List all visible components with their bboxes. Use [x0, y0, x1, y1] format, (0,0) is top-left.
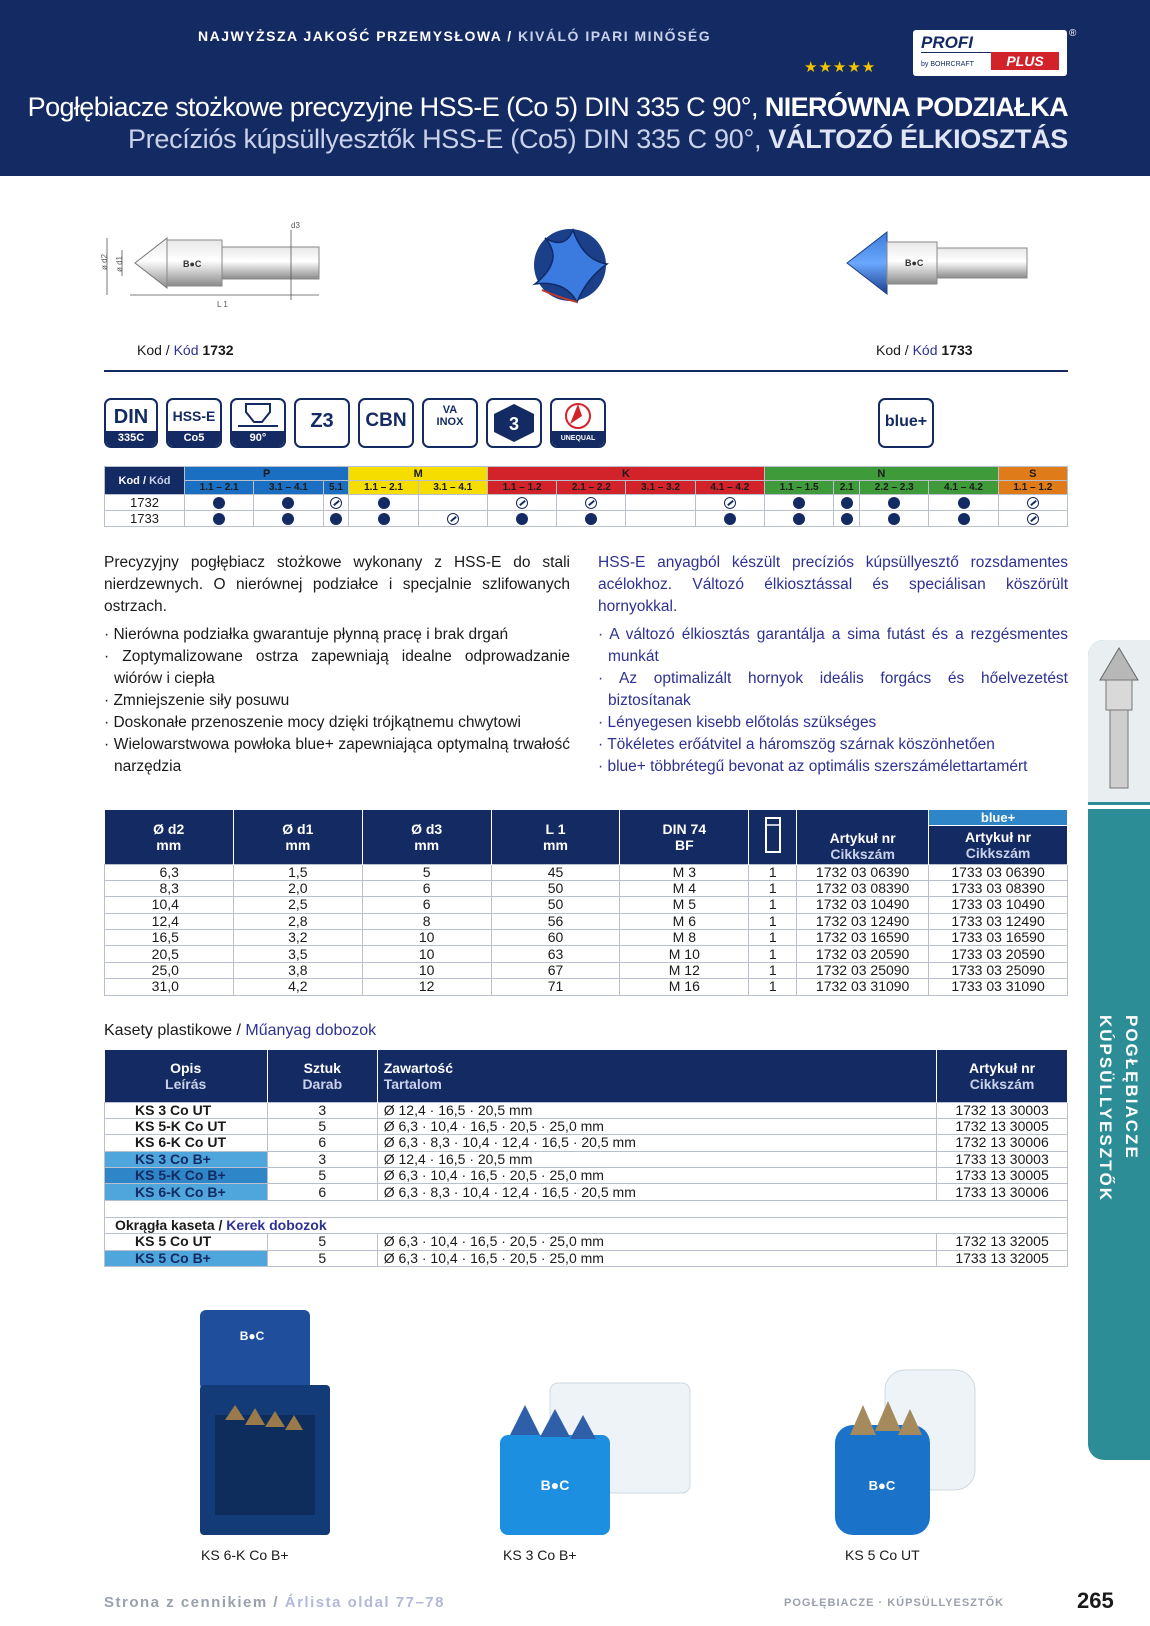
recommended-dot-icon: [724, 513, 736, 525]
spec-cell: 8,3: [105, 880, 234, 896]
col-artykul: Artykuł nr Cikkszám: [937, 1050, 1068, 1102]
recommended-dot-icon: [378, 497, 390, 509]
col-d2: Ø d2 mm: [105, 810, 234, 864]
case-cell: 5: [267, 1250, 377, 1266]
suitability-cell: [487, 511, 556, 527]
rating-stars: ★★★★★: [804, 59, 877, 76]
recommended-dot-icon: [793, 513, 805, 525]
feature-hu: · blue+ többrétegű bevonat az optimális szerszámélettartamért: [598, 758, 1028, 775]
case-cell: 3: [267, 1102, 377, 1118]
spec-cell: 56: [491, 913, 620, 929]
case-cell: 6: [267, 1135, 377, 1151]
material-row-code: 1733: [105, 511, 185, 527]
footer-section-name: POGŁĘBIACZE · KÚPSÜLLYESZTŐK: [784, 1597, 1005, 1609]
suitability-cell: [695, 495, 764, 511]
spec-cell: 1732 03 16590: [797, 930, 929, 946]
recommended-dot-icon: [282, 497, 294, 509]
case-brand-2: B●C: [540, 1477, 570, 1493]
case-ks5-round-photo: [830, 1365, 980, 1540]
triangle-shank-icon: [486, 398, 542, 448]
spec-row: [105, 864, 1068, 880]
unequal-pitch-icon: UNEQUAL: [550, 398, 606, 448]
case-ks6k-photo: [190, 1305, 340, 1540]
title-pl: Pogłębiacze stożkowe precyzyjne HSS-E (Co 5) DIN 335 C 90°, NIERÓWNA PODZIAŁKA: [27, 92, 1068, 122]
spec-cell: M 6: [620, 913, 749, 929]
spec-cell: M 16: [620, 979, 749, 995]
suitability-cell: [695, 511, 764, 527]
suitability-cell: [834, 495, 860, 511]
description-hu: [598, 552, 1068, 778]
case-cell: Ø 6,3 · 10,4 · 16,5 · 20,5 · 25,0 mm: [377, 1250, 936, 1266]
spec-cell: 63: [491, 946, 620, 962]
col-article-1733: Artykuł nr Cikkszám: [929, 826, 1068, 865]
header-tagline: NAJWYŻSZA JAKOŚĆ PRZEMYSŁOWA / KIVÁLÓ IPARI MINŐSÉG: [198, 28, 712, 44]
suitability-cell: [998, 511, 1067, 527]
brand-mark-2: B●C: [905, 258, 924, 268]
col-zawartosc: Zawartość Tartalom: [377, 1050, 936, 1102]
suitability-cell: [254, 511, 323, 527]
suitability-cell: [418, 495, 487, 511]
suitability-cell: [487, 495, 556, 511]
spec-cell: 67: [491, 962, 620, 978]
spec-cell: M 3: [620, 864, 749, 880]
suitability-cell: [860, 495, 929, 511]
feature-hu: · Tökéletes erőátvitel a háromszög szárnak köszönhetően: [598, 736, 995, 753]
case-cell: KS 6-K Co UT: [105, 1135, 268, 1151]
spec-cell: 2,5: [233, 897, 362, 913]
spec-row: [105, 930, 1068, 946]
case-cell: KS 3 Co B+: [105, 1151, 268, 1167]
spec-cell: 4,2: [233, 979, 362, 995]
suitability-cell: [418, 511, 487, 527]
suitability-cell: [860, 511, 929, 527]
recommended-dot-icon: [585, 513, 597, 525]
case-cell: 5: [267, 1168, 377, 1184]
case-row: [105, 1135, 1068, 1151]
material-code-header: Kod / Kód: [105, 467, 185, 495]
spec-cell: 6,3: [105, 864, 234, 880]
material-range: 5.1: [323, 481, 349, 495]
spec-cell: 1732 03 12490: [797, 913, 929, 929]
material-group-m: M: [349, 467, 488, 481]
description-pl: [104, 552, 570, 778]
din-335c-icon: DIN 335C: [104, 398, 158, 448]
spec-cell: 50: [491, 880, 620, 896]
spec-cell: 1733 03 10490: [929, 897, 1068, 913]
recommended-dot-icon: [841, 513, 853, 525]
case-cell: 1733 13 32005: [937, 1250, 1068, 1266]
countersink-thumbnail: [1088, 640, 1150, 802]
caption-ks6k: KS 6-K Co B+: [201, 1547, 289, 1563]
blue-plus-header: blue+: [929, 810, 1068, 826]
spec-cell: 3,8: [233, 962, 362, 978]
feature-hu: · Lényegesen kisebb előtolás szükséges: [598, 714, 877, 731]
spacer-row: [105, 1200, 1068, 1217]
hss-e-co5-icon: HSS-E Co5: [166, 398, 222, 448]
spec-cell: 8: [362, 913, 491, 929]
suitability-cell: [834, 511, 860, 527]
spec-cell: 31,0: [105, 979, 234, 995]
feature-pl: · Zoptymalizowane ostrza zapewniają idealne odprowadzanie wiórów i ciepła: [104, 648, 570, 687]
suitability-cell: [764, 511, 833, 527]
code-label-1732: Kod / Kód 1732: [137, 342, 234, 358]
caption-ks5: KS 5 Co UT: [845, 1547, 920, 1563]
title-hu: Precíziós kúpsüllyesztők HSS-E (Co5) DIN 335 C 90°, VÁLTOZÓ ÉLKIOSZTÁS: [127, 124, 1068, 154]
va-inox-icon: VA INOX: [422, 398, 478, 448]
suitable-circle-icon: [585, 497, 597, 509]
header-banner: [0, 0, 1150, 176]
material-range: 2.2 – 2.3: [860, 481, 929, 495]
suitable-circle-icon: [330, 497, 342, 509]
case-brand: B●C: [239, 1329, 265, 1343]
suitability-cell: [185, 511, 254, 527]
spec-cell: 1: [749, 946, 797, 962]
material-range: 3.1 – 4.1: [254, 481, 323, 495]
cutter-head-image: [534, 229, 607, 302]
spec-row: [105, 979, 1068, 995]
col-article-1732: Artykuł nr Cikkszám: [797, 810, 929, 864]
recommended-dot-icon: [213, 513, 225, 525]
spec-cell: 25,0: [105, 962, 234, 978]
spec-cell: 3,2: [233, 930, 362, 946]
recommended-dot-icon: [516, 513, 528, 525]
spec-cell: 12: [362, 979, 491, 995]
material-range: 3.1 – 3.2: [626, 481, 695, 495]
chapter-side-tab: [1088, 640, 1150, 1460]
suitability-cell: [349, 495, 418, 511]
spec-cell: 1733 03 25090: [929, 962, 1068, 978]
features-hu: [598, 624, 1068, 778]
col-l1: L 1 mm: [491, 810, 620, 864]
suitability-cell: [254, 495, 323, 511]
suitability-cell: [998, 495, 1067, 511]
material-range: 4.1 – 4.2: [929, 481, 998, 495]
suitable-circle-icon: [1027, 497, 1039, 509]
spec-cell: 1733 03 16590: [929, 930, 1068, 946]
code-label-1733: Kod / Kód 1733: [876, 342, 973, 358]
case-cell: Ø 6,3 · 10,4 · 16,5 · 20,5 · 25,0 mm: [377, 1234, 936, 1250]
case-cell: KS 5 Co B+: [105, 1250, 268, 1266]
spec-cell: 1732 03 10490: [797, 897, 929, 913]
suitability-cell: [929, 511, 998, 527]
spec-cell: 1: [749, 880, 797, 896]
material-row: [105, 495, 1068, 511]
feature-pl: · Nierówna podziałka gwarantuje płynną pracę i brak drgań: [104, 626, 509, 643]
case-cell: Ø 6,3 · 10,4 · 16,5 · 20,5 · 25,0 mm: [377, 1168, 936, 1184]
tool-illustrations: [95, 220, 1080, 340]
round-case-subheading: Okrągła kaseta / Kerek dobozok: [105, 1217, 1068, 1233]
spec-row: [105, 880, 1068, 896]
spec-row: [105, 962, 1068, 978]
case-cell: 1732 13 32005: [937, 1234, 1068, 1250]
case-cell: KS 6-K Co B+: [105, 1184, 268, 1200]
feature-hu: · A változó élkiosztás garantálja a sima futást és a rezgésmentes munkát: [598, 626, 1068, 665]
case-cell: 5: [267, 1234, 377, 1250]
cases-title: Kasety plastikowe / Műanyag dobozok: [104, 1022, 377, 1039]
case-cell: 3: [267, 1151, 377, 1167]
material-range: 1.1 – 1.2: [487, 481, 556, 495]
spec-cell: 2,8: [233, 913, 362, 929]
spec-cell: 6: [362, 897, 491, 913]
suitability-cell: [626, 495, 695, 511]
suitability-cell: [349, 511, 418, 527]
material-range: 1.1 – 2.1: [185, 481, 254, 495]
features-pl: [104, 624, 570, 778]
recommended-dot-icon: [888, 513, 900, 525]
spec-cell: 3,5: [233, 946, 362, 962]
recommended-dot-icon: [888, 497, 900, 509]
spec-cell: 1: [749, 913, 797, 929]
case-cell: 1732 13 30005: [937, 1118, 1068, 1134]
tool-1733-image: [847, 232, 1027, 294]
col-opis: Opis Leírás: [105, 1050, 268, 1102]
case-cell: 5: [267, 1118, 377, 1134]
material-range: 3.1 – 4.1: [418, 481, 487, 495]
intro-hu: HSS-E anyagból készült precíziós kúpsüllyesztő rozsdamentes acélokhoz. Változó élkiosztással és speciálisan köszörült hornyokkal.: [598, 554, 1068, 615]
spec-cell: 45: [491, 864, 620, 880]
col-din74: DIN 74 BF: [620, 810, 749, 864]
spec-cell: 1733 03 08390: [929, 880, 1068, 896]
spec-cell: 71: [491, 979, 620, 995]
material-range: 1.1 – 2.1: [349, 481, 418, 495]
spec-cell: 2,0: [233, 880, 362, 896]
price-list-reference: Strona z cennikiem / Árlista oldal 77–78: [104, 1594, 445, 1611]
d2-label: ø d2: [100, 253, 109, 270]
suitable-circle-icon: [447, 513, 459, 525]
col-d3: Ø d3 mm: [362, 810, 491, 864]
case-row: [105, 1151, 1068, 1167]
spec-cell: 1: [749, 897, 797, 913]
feature-hu: · Az optimalizált hornyok ideális forgács és hőelvezetést biztosítanak: [598, 670, 1068, 709]
material-table: [104, 466, 1068, 527]
case-cell: 1733 13 30003: [937, 1151, 1068, 1167]
spec-cell: M 10: [620, 946, 749, 962]
feature-pl: · Wielowarstwowa powłoka blue+ zapewniająca optymalną trwałość narzędzia: [104, 736, 570, 775]
suitability-cell: [764, 495, 833, 511]
material-range: 1.1 – 1.5: [764, 481, 833, 495]
case-cell: 1733 13 30006: [937, 1184, 1068, 1200]
case-row: [105, 1250, 1068, 1266]
case-cell: Ø 12,4 · 16,5 · 20,5 mm: [377, 1151, 936, 1167]
material-row-code: 1732: [105, 495, 185, 511]
case-cell: 1732 13 30006: [937, 1135, 1068, 1151]
suitable-circle-icon: [1027, 513, 1039, 525]
spec-cell: M 4: [620, 880, 749, 896]
material-group-k: K: [487, 467, 764, 481]
blue-plus-icon: blue+: [878, 398, 934, 448]
suitable-circle-icon: [724, 497, 736, 509]
spec-cell: 10: [362, 930, 491, 946]
recommended-dot-icon: [841, 497, 853, 509]
spec-cell: 1732 03 08390: [797, 880, 929, 896]
case-cell: Ø 6,3 · 8,3 · 10,4 · 12,4 · 16,5 · 20,5 mm: [377, 1135, 936, 1151]
case-cell: Ø 6,3 · 10,4 · 16,5 · 20,5 · 25,0 mm: [377, 1118, 936, 1134]
case-cell: 1733 13 30005: [937, 1168, 1068, 1184]
case-cell: 1732 13 30003: [937, 1102, 1068, 1118]
case-ks3-photo: [495, 1375, 695, 1540]
spec-row: [105, 913, 1068, 929]
section-divider: [104, 370, 1068, 372]
countersink-90-icon: 90°: [230, 398, 286, 448]
recommended-dot-icon: [793, 497, 805, 509]
suitable-circle-icon: [516, 497, 528, 509]
spec-cell: 5: [362, 864, 491, 880]
spec-cell: 60: [491, 930, 620, 946]
spec-cell: 1732 03 06390: [797, 864, 929, 880]
case-row: [105, 1102, 1068, 1118]
recommended-dot-icon: [330, 513, 342, 525]
spec-cell: 1733 03 12490: [929, 913, 1068, 929]
case-brand-3: B●C: [868, 1478, 896, 1493]
case-row: [105, 1184, 1068, 1200]
spec-cell: 10: [362, 962, 491, 978]
spec-cell: 12,4: [105, 913, 234, 929]
material-range: 2.1 – 2.2: [557, 481, 626, 495]
profi-plus-logo: PROFI PLUS by BOHRCRAFT: [913, 30, 1067, 76]
side-tab-label: POGŁĘBIACZE KÚPSÜLLYESZTŐK: [1096, 1015, 1141, 1203]
material-group-n: N: [764, 467, 998, 481]
cbn-icon: CBN: [358, 398, 414, 448]
recommended-dot-icon: [213, 497, 225, 509]
specification-table: [104, 810, 1068, 996]
box-icon: [764, 815, 782, 855]
d1-label: ø d1: [115, 255, 124, 272]
spec-cell: 1: [749, 864, 797, 880]
spec-cell: 10,4: [105, 897, 234, 913]
z3-icon: Z3: [294, 398, 350, 448]
case-cell: Ø 12,4 · 16,5 · 20,5 mm: [377, 1102, 936, 1118]
spec-cell: M 5: [620, 897, 749, 913]
recommended-dot-icon: [958, 497, 970, 509]
spec-cell: 1733 03 20590: [929, 946, 1068, 962]
material-range: 2.1: [834, 481, 860, 495]
case-row: [105, 1168, 1068, 1184]
feature-pl: · Doskonałe przenoszenie mocy dzięki trójkątnemu chwytowi: [104, 714, 521, 731]
d3-label: d3: [291, 221, 300, 230]
spec-cell: 10: [362, 946, 491, 962]
triangle-count: 3: [508, 414, 520, 434]
spec-cell: 1732 03 31090: [797, 979, 929, 995]
spec-cell: 1732 03 25090: [797, 962, 929, 978]
case-cell: KS 5 Co UT: [105, 1234, 268, 1250]
spec-row: [105, 897, 1068, 913]
suitability-cell: [557, 511, 626, 527]
col-d1: Ø d1 mm: [233, 810, 362, 864]
case-cell: KS 3 Co UT: [105, 1102, 268, 1118]
spec-cell: 1: [749, 930, 797, 946]
spec-cell: M 8: [620, 930, 749, 946]
spec-cell: 1732 03 20590: [797, 946, 929, 962]
spec-cell: 20,5: [105, 946, 234, 962]
l1-label: L 1: [217, 300, 228, 309]
suitability-cell: [323, 511, 349, 527]
case-cell: 6: [267, 1184, 377, 1200]
spec-row: [105, 946, 1068, 962]
material-range: 1.1 – 1.2: [998, 481, 1067, 495]
col-pack-qty: [749, 810, 797, 864]
registered-mark: ®: [1069, 28, 1077, 39]
caption-ks3: KS 3 Co B+: [503, 1547, 577, 1563]
intro-pl: Precyzyjny pogłębiacz stożkowe wykonany z HSS-E do stali nierdzewnych. O nierównej podziałce i specjalnie szlifowanych ostrzach.: [104, 554, 570, 615]
material-range: 4.1 – 4.2: [695, 481, 764, 495]
case-cell: KS 5-K Co UT: [105, 1118, 268, 1134]
recommended-dot-icon: [958, 513, 970, 525]
case-row: [105, 1118, 1068, 1134]
spec-cell: 50: [491, 897, 620, 913]
suitability-cell: [929, 495, 998, 511]
spec-cell: 1733 03 31090: [929, 979, 1068, 995]
brand-mark: B●C: [183, 259, 202, 269]
case-cell: Ø 6,3 · 8,3 · 10,4 · 12,4 · 16,5 · 20,5 mm: [377, 1184, 936, 1200]
spec-cell: 1: [749, 962, 797, 978]
feature-pl: · Zmniejszenie siły posuwu: [104, 692, 290, 709]
spec-cell: 1,5: [233, 864, 362, 880]
material-row: [105, 511, 1068, 527]
suitability-cell: [323, 495, 349, 511]
spec-cell: 1733 03 06390: [929, 864, 1068, 880]
col-sztuk: Sztuk Darab: [267, 1050, 377, 1102]
case-row: [105, 1234, 1068, 1250]
suitability-cell: [557, 495, 626, 511]
case-cell: KS 5-K Co B+: [105, 1168, 268, 1184]
recommended-dot-icon: [282, 513, 294, 525]
recommended-dot-icon: [378, 513, 390, 525]
spec-cell: 6: [362, 880, 491, 896]
tool-1732-diagram: [100, 221, 319, 309]
suitability-cell: [626, 511, 695, 527]
cases-table: [104, 1050, 1068, 1267]
spec-cell: 16,5: [105, 930, 234, 946]
material-group-p: P: [185, 467, 349, 481]
page-number: 265: [1077, 1588, 1114, 1613]
material-group-s: S: [998, 467, 1067, 481]
spec-cell: 1: [749, 979, 797, 995]
suitability-cell: [185, 495, 254, 511]
spec-cell: M 12: [620, 962, 749, 978]
